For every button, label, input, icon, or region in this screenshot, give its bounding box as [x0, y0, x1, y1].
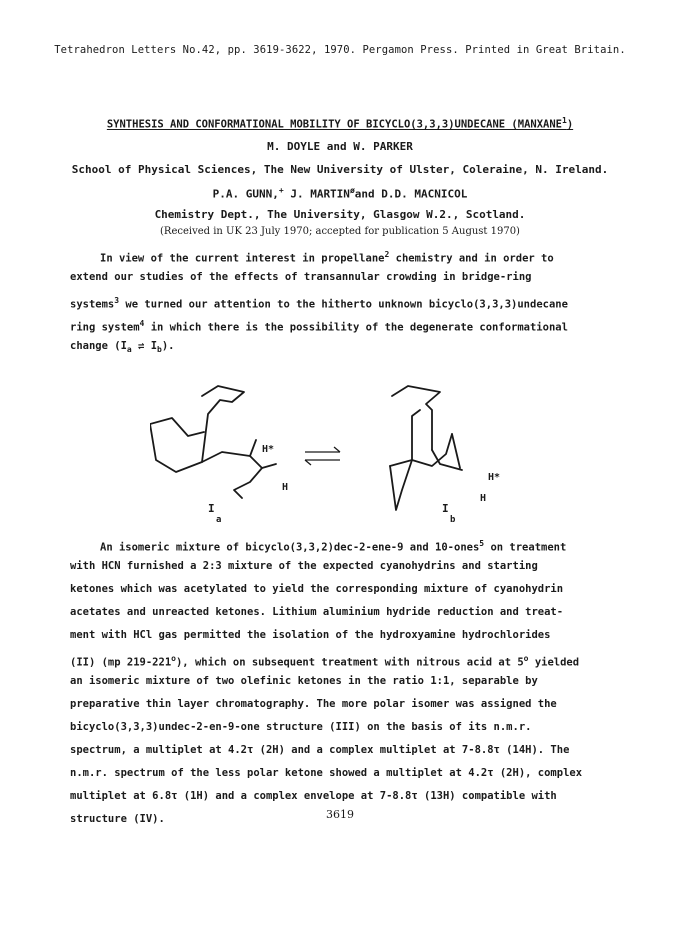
authors-line-2 [0, 186, 680, 201]
para2-line-10: spectrum, a multiplet at 4.2τ (2H) and a complex multiplet at 7-8.8τ (14H). The [70, 744, 570, 756]
paragraph-intro [70, 243, 568, 358]
para1-line-2: extend our studies of the effects of transannular crowding in bridge-ring [70, 271, 532, 283]
paragraph-synthesis [70, 532, 582, 831]
label-ib-sub: b [450, 515, 456, 525]
para1-line-1: In view of the current interest in propellane$^2$ chemistry and in order to [100, 250, 554, 265]
title-text: SYNTHESIS AND CONFORMATIONAL MOBILITY OF BICYCLO(3,3,3)UNDECANE (MANXANE [106, 118, 562, 131]
structure-ib [390, 386, 462, 510]
conformation-figure [150, 380, 550, 530]
author-martin: J. MARTIN [283, 187, 350, 201]
para2-line-8: preparative thin layer chromatography. The more polar isomer was assigned the [70, 698, 557, 710]
para2-line-7: an isomeric mixture of two olefinic ketones in the ratio 1:1, separable by [70, 675, 538, 687]
para2-line-3: ketones which was acetylated to yield the corresponding mixture of cyanohydrin [70, 583, 564, 595]
h-a: H [282, 482, 289, 493]
title-footnote: 1 [562, 116, 567, 125]
author-gunn: P.A. GUNN, [212, 187, 279, 201]
para1-line-4: ring system$^4$ in which there is the possibility of the degenerate conformational [70, 319, 568, 334]
affiliation-line-2: Chemistry Dept., The University, Glasgow W.2., Scotland. [154, 208, 526, 221]
received-dates: (Received in UK 23 July 1970; accepted for publication 5 August 1970) [160, 226, 520, 237]
equilibrium-arrows-icon [305, 447, 340, 465]
para2-line-11: n.m.r. spectrum of the less polar ketone showed a multiplet at 4.2τ (2H), complex [70, 767, 583, 779]
structure-ia [150, 386, 276, 498]
label-ia: I [208, 502, 215, 515]
label-ib: I [442, 502, 449, 515]
h-b: H [480, 493, 487, 504]
h-star-a: H* [262, 444, 275, 455]
para2-line-13: structure (IV). [70, 813, 165, 825]
para2-line-9: bicyclo(3,3,3)undec-2-en-9-one structure (III) on the basis of its n.m.r. [70, 721, 532, 733]
para2-line-6: (II) (mp 219-221$^o$), which on subsequent treatment with nitrous acid at 5$^o$ yielded [70, 654, 580, 669]
author-macnicol: and D.D. MACNICOL [354, 187, 468, 201]
para2-line-2: with HCN furnished a 2:3 mixture of the expected cyanohydrins and starting [70, 560, 538, 572]
page-number: 3619 [326, 808, 354, 821]
affiliation-line-1: School of Physical Sciences, The New University of Ulster, Coleraine, N. Ireland. [71, 163, 609, 176]
para2-line-4: acetates and unreacted ketones. Lithium aluminium hydride reduction and treat- [70, 606, 564, 618]
h-star-b: H* [488, 472, 501, 483]
title-close: ) [566, 118, 574, 131]
para2-line-5: ment with HCl gas permitted the isolation of the hydroxyamine hydrochlorides [70, 629, 551, 641]
para1-line-3: systems$^3$ we turned our attention to the hitherto unknown bicyclo(3,3,3)undecane [70, 296, 568, 311]
paper-title [0, 116, 680, 131]
label-ia-sub: a [216, 515, 222, 525]
author-mark-plus: + [278, 186, 284, 195]
journal-header: Tetrahedron Letters No.42, pp. 3619-3622, 1970. Pergamon Press. Printed in Great Britain. [54, 44, 626, 56]
para2-line-1: An isomeric mixture of bicyclo(3,3,2)dec-2-ene-9 and 10-ones$^5$ on treatment [100, 539, 567, 554]
para2-line-12: multiplet at 6.8τ (1H) and a complex envelope at 7-8.8τ (13H) compatible with [70, 790, 557, 802]
para1-line-5: change ($I_a$ ⇌ $I_b$). [70, 340, 175, 355]
authors-line-1: M. DOYLE and W. PARKER [267, 140, 413, 153]
author-mark-slash: ø [349, 186, 355, 195]
